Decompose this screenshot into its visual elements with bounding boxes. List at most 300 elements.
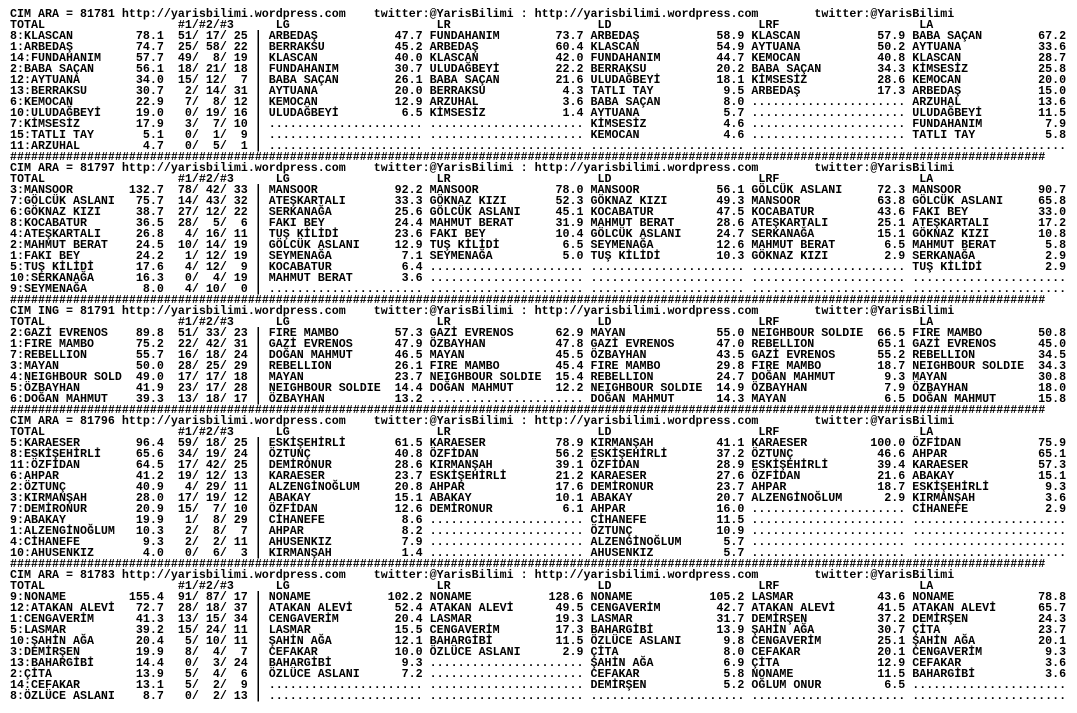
slash: / xyxy=(219,183,227,197)
lrf-empty: ...................... xyxy=(751,106,906,120)
pick-1: 16 xyxy=(177,348,192,362)
horse-name: 6:AHPAR xyxy=(10,469,59,483)
slash: / xyxy=(219,62,227,76)
slash: / xyxy=(191,513,199,527)
lrf-value: 57.9 xyxy=(877,29,906,43)
ld-name: ALZENGİNOĞLUM xyxy=(590,535,682,549)
pick-1: 0 xyxy=(184,106,192,120)
lrf-value: 28.6 xyxy=(877,73,906,87)
pick-1: 17 xyxy=(177,491,192,505)
lg-name: BAHARGİBİ xyxy=(268,656,332,670)
pick-1: 25 xyxy=(177,40,192,54)
pick-2: 33 xyxy=(205,326,220,340)
lg-value: 25.6 xyxy=(394,205,423,219)
pick-3: 11 xyxy=(233,623,248,637)
total-score: 39.3 xyxy=(135,392,164,406)
lrf-empty: ...................... xyxy=(751,535,906,549)
twitter-handle: twitter:@YarisBilimi xyxy=(814,161,955,175)
ld-name: ÖZFİDAN xyxy=(590,458,640,472)
twitter-handle: twitter:@YarisBilimi xyxy=(373,7,514,21)
lr-value: 78.0 xyxy=(555,183,584,197)
pick-3: 32 xyxy=(233,194,248,208)
total-score: 41.2 xyxy=(135,469,164,483)
ld-value: 18.1 xyxy=(716,73,745,87)
slash: / xyxy=(219,238,227,252)
lrf-name: FIRE MAMBO xyxy=(751,359,822,373)
column-separator: | xyxy=(247,513,269,527)
lg-value: 33.3 xyxy=(394,194,423,208)
column-separator: | xyxy=(247,84,269,98)
pick-3: 7 xyxy=(240,524,248,538)
ld-empty: ...................... xyxy=(590,260,745,274)
column-separator: | xyxy=(247,62,269,76)
slash: / xyxy=(219,348,227,362)
lrf-value: 46.6 xyxy=(877,447,906,461)
lr-name: ATAKAN ALEVİ xyxy=(429,601,514,615)
total-score: 19.0 xyxy=(135,106,164,120)
pick-2: 15 xyxy=(205,612,220,626)
lg-name: ATAKAN ALEVİ xyxy=(268,601,353,615)
total-score: 64.5 xyxy=(135,458,164,472)
la-value: 90.7 xyxy=(1038,183,1067,197)
column-separator: | xyxy=(247,359,269,373)
column-separator: | xyxy=(247,29,269,43)
column-separator: | xyxy=(247,106,269,120)
ld-value: 5.2 xyxy=(723,678,745,692)
la-name: ÇİTA xyxy=(912,623,941,637)
ld-name: MAHMUT BERAT xyxy=(590,216,675,230)
lg-name: ÖZTUNÇ xyxy=(268,447,311,461)
pick-2: 4 xyxy=(212,667,220,681)
lrf-value: 2.9 xyxy=(884,491,906,505)
slash: / xyxy=(191,73,199,87)
total-score: 34.0 xyxy=(135,73,164,87)
lg-value: 3.6 xyxy=(401,271,423,285)
ld-name: ÖZLÜCE ASLANI xyxy=(590,634,682,648)
ld-name: NEIGHBOUR SOLDIE xyxy=(590,381,703,395)
lg-value: 20.4 xyxy=(394,612,423,626)
horse-name: 1:CENGAVERİM xyxy=(10,612,94,626)
table-row xyxy=(10,691,1077,702)
lg-name: KOCABATUR xyxy=(268,260,332,274)
pick-2: 10 xyxy=(205,634,220,648)
pick-3: 7 xyxy=(240,645,248,659)
pick-2: 5 xyxy=(212,139,220,153)
column-separator: | xyxy=(247,392,269,406)
la-name: GÖLCÜK ASLANI xyxy=(912,194,1004,208)
la-value: 25.8 xyxy=(1038,62,1067,76)
column-separator: | xyxy=(247,238,269,252)
ld-value: 43.5 xyxy=(716,348,745,362)
lr-value: 6.1 xyxy=(562,502,584,516)
lr-empty: ...................... xyxy=(429,117,584,131)
horse-name: 12:AYTUANA xyxy=(10,73,80,87)
la-value: 7.9 xyxy=(1045,117,1067,131)
lg-name: CİHANEFE xyxy=(268,513,325,527)
total-score: 8.0 xyxy=(142,282,164,296)
lrf-name: SERKANAĞA xyxy=(751,227,815,241)
la-name: KIRMANŞAH xyxy=(912,491,976,505)
race-title: CIM ARA = 81796 xyxy=(10,414,115,428)
pick-3: 6 xyxy=(240,216,248,230)
pick-1: 17 xyxy=(177,370,192,384)
pick-1: 14 xyxy=(177,194,192,208)
lg-value: 15.1 xyxy=(394,491,423,505)
la-name: CİHANEFE xyxy=(912,502,969,516)
lg-name: REBELLION xyxy=(268,359,332,373)
lg-name: GÖLCÜK ASLANI xyxy=(268,238,360,252)
lg-name: ÖZBAYHAN xyxy=(268,392,325,406)
slash: / xyxy=(191,260,199,274)
lr-name: DEMİRONUR xyxy=(429,502,493,516)
la-name: NONAME xyxy=(912,590,955,604)
ld-value: 4.6 xyxy=(723,117,745,131)
total-score: 38.7 xyxy=(135,205,164,219)
header-separator: : xyxy=(513,161,535,175)
total-score: 30.7 xyxy=(135,84,164,98)
la-value: 20.0 xyxy=(1038,73,1067,87)
lrf-value: 66.5 xyxy=(877,326,906,340)
pick-3: 12 xyxy=(233,95,248,109)
pick-2: 87 xyxy=(205,590,220,604)
lr-value: 21.2 xyxy=(555,469,584,483)
pick-1: 5 xyxy=(184,634,192,648)
ld-value: 5.8 xyxy=(723,667,745,681)
twitter-handle: twitter:@YarisBilimi xyxy=(814,7,955,21)
horse-name: 10:ULUDAĞBEYİ xyxy=(10,106,101,120)
pick-3: 19 xyxy=(233,271,248,285)
la-value: 75.9 xyxy=(1038,436,1067,450)
lg-value: 14.4 xyxy=(394,381,423,395)
lg-name: NEIGHBOUR SOLDIE xyxy=(268,381,381,395)
la-value: 15.1 xyxy=(1038,469,1067,483)
la-empty: ...................... xyxy=(912,678,1067,692)
pick-1: 49 xyxy=(177,51,192,65)
lrf-name: NONAME xyxy=(751,667,794,681)
lg-name: TUŞ KİLİDİ xyxy=(268,227,339,241)
pick-3: 19 xyxy=(233,238,248,252)
lr-name: BABA SAÇAN xyxy=(429,73,500,87)
lrf-empty: ...................... xyxy=(751,513,906,527)
pick-3: 10 xyxy=(233,117,248,131)
lr-value: 45.4 xyxy=(555,359,584,373)
pick-2: 42 xyxy=(205,337,220,351)
lr-value: 42.0 xyxy=(555,51,584,65)
ld-empty: ...................... xyxy=(590,271,745,285)
lr-value: 78.9 xyxy=(555,436,584,450)
lr-empty: ...................... xyxy=(429,282,584,296)
lr-name: AHPAR xyxy=(429,480,465,494)
lg-value: 7.9 xyxy=(401,535,423,549)
la-empty: ...................... xyxy=(912,689,1067,703)
ld-value: 105.2 xyxy=(709,590,745,604)
column-separator: | xyxy=(247,469,269,483)
total-score: 39.2 xyxy=(135,623,164,637)
lg-value: 61.5 xyxy=(394,436,423,450)
ld-value: 12.6 xyxy=(716,238,745,252)
section-label-lg: LG xyxy=(275,172,290,186)
la-name: ARZUHAL xyxy=(912,95,962,109)
section-label-lg: LG xyxy=(275,18,290,32)
slash: / xyxy=(191,480,199,494)
lr-value: 17.3 xyxy=(555,623,584,637)
pick-2: 14 xyxy=(205,84,220,98)
la-name: ESKİŞEHİRLİ xyxy=(912,480,990,494)
pick-3: 24 xyxy=(233,447,248,461)
pick-3: 9 xyxy=(240,128,248,142)
pick-2: 58 xyxy=(205,40,220,54)
pick-1: 0 xyxy=(184,128,192,142)
horse-name: 6:DOĞAN MAHMUT xyxy=(10,392,108,406)
ld-value: 28.6 xyxy=(716,216,745,230)
slash: / xyxy=(219,216,227,230)
total-score: 96.4 xyxy=(135,436,164,450)
pick-1: 78 xyxy=(177,183,192,197)
total-score: 89.8 xyxy=(135,326,164,340)
pick-1: 8 xyxy=(184,645,192,659)
pick-3: 31 xyxy=(233,84,248,98)
lr-name: ÖZBAYHAN xyxy=(429,337,486,351)
column-separator: | xyxy=(247,249,269,263)
pick-3: 19 xyxy=(233,249,248,263)
lrf-value: 18.7 xyxy=(877,480,906,494)
la-name: NEIGHBOUR SOLDIE xyxy=(912,359,1025,373)
lrf-name: MAHMUT BERAT xyxy=(751,238,836,252)
la-name: TATLI TAY xyxy=(912,128,976,142)
ld-name: DOĞAN MAHMUT xyxy=(590,392,675,406)
lr-name: KIRMANŞAH xyxy=(429,458,493,472)
site-url: http://yarisbilimi.wordpress.com xyxy=(534,161,759,175)
ld-value: 56.1 xyxy=(716,183,745,197)
column-separator: | xyxy=(247,128,269,142)
la-value: 65.1 xyxy=(1038,447,1067,461)
column-separator: | xyxy=(247,436,269,450)
pick-3: 24 xyxy=(233,656,248,670)
la-value: 78.8 xyxy=(1038,590,1067,604)
ld-value: 11.5 xyxy=(716,513,745,527)
pick-2: 17 xyxy=(205,29,220,43)
ld-value: 24.7 xyxy=(716,227,745,241)
lrf-name: KİMSESİZ xyxy=(751,73,808,87)
total-score: 4.7 xyxy=(142,139,164,153)
ld-value: 9.8 xyxy=(723,634,745,648)
slash: / xyxy=(191,84,199,98)
slash: / xyxy=(219,359,227,373)
lrf-empty: ...................... xyxy=(751,128,906,142)
section-label-lr: LR xyxy=(436,315,451,329)
lr-empty: ...................... xyxy=(429,689,584,703)
pick-1: 15 xyxy=(177,502,192,516)
total-score: 17.6 xyxy=(135,260,164,274)
lrf-value: 30.7 xyxy=(877,623,906,637)
column-separator: | xyxy=(247,601,269,615)
slash: / xyxy=(219,326,227,340)
ld-name: KLASCAN xyxy=(590,40,640,54)
slash: / xyxy=(191,271,199,285)
la-empty: ...................... xyxy=(912,546,1067,560)
column-separator: | xyxy=(247,612,269,626)
lg-name: AHPAR xyxy=(268,524,304,538)
pick-2: 12 xyxy=(205,469,220,483)
ld-value: 47.0 xyxy=(716,337,745,351)
slash: / xyxy=(191,524,199,538)
pick-2: 6 xyxy=(212,546,220,560)
la-value: 2.9 xyxy=(1045,260,1067,274)
slash: / xyxy=(219,447,227,461)
horse-name: 10:ŞAHİN AĞA xyxy=(10,634,94,648)
la-name: AHPAR xyxy=(912,447,948,461)
lg-name: NONAME xyxy=(268,590,311,604)
lrf-name: KLASCAN xyxy=(751,29,801,43)
la-value: 2.9 xyxy=(1045,502,1067,516)
pick-2: 1 xyxy=(212,128,220,142)
slash: / xyxy=(219,678,227,692)
slash: / xyxy=(219,51,227,65)
lg-name: MAHMUT BERAT xyxy=(268,271,353,285)
lg-name: SERKANAĞA xyxy=(268,205,332,219)
ld-value: 14.9 xyxy=(716,381,745,395)
total-score: 78.1 xyxy=(135,29,164,43)
pick-1: 4 xyxy=(184,260,192,274)
lr-name: ESKİŞEHİRLİ xyxy=(429,469,507,483)
la-name: FIRE MAMBO xyxy=(912,326,983,340)
pick-2: 29 xyxy=(205,480,220,494)
column-separator: | xyxy=(247,645,269,659)
site-url: http://yarisbilimi.wordpress.com xyxy=(121,568,346,582)
lg-value: 15.5 xyxy=(394,623,423,637)
lrf-empty: ...................... xyxy=(751,271,906,285)
slash: / xyxy=(219,436,227,450)
lrf-name: KEMOCAN xyxy=(751,51,801,65)
lg-value: 6.4 xyxy=(401,260,423,274)
lg-name: KIRMANŞAH xyxy=(268,546,332,560)
horse-name: 9:SEYMENAĞA xyxy=(10,282,87,296)
pick-1: 0 xyxy=(184,656,192,670)
ld-value: 29.8 xyxy=(716,359,745,373)
lg-value: 12.9 xyxy=(394,238,423,252)
la-empty: ...................... xyxy=(912,513,1067,527)
ld-value: 47.5 xyxy=(716,205,745,219)
section-label-la: LA xyxy=(919,172,934,186)
lg-name: KEMOCAN xyxy=(268,95,318,109)
pick-3: 31 xyxy=(233,337,248,351)
lr-empty: ...................... xyxy=(429,667,584,681)
ld-name: ESKİŞEHİRLİ xyxy=(590,447,668,461)
total-score: 4.0 xyxy=(142,546,164,560)
la-value: 9.3 xyxy=(1045,480,1067,494)
horse-name: 5:LASMAR xyxy=(10,623,66,637)
ld-value: 41.1 xyxy=(716,436,745,450)
pick-2: 4 xyxy=(212,645,220,659)
lg-value: 57.3 xyxy=(394,326,423,340)
slash: / xyxy=(191,337,199,351)
horse-name: 15:TATLI TAY xyxy=(10,128,94,142)
lrf-value: 9.3 xyxy=(884,370,906,384)
pick-2: 17 xyxy=(205,381,220,395)
ld-name: KIRMANŞAH xyxy=(590,436,654,450)
horse-name: 10:SERKANAĞA xyxy=(10,271,94,285)
slash: / xyxy=(219,469,227,483)
slash: / xyxy=(219,513,227,527)
lrf-name: DEMİRŞEN xyxy=(751,612,808,626)
horse-name: 3:KIRMANŞAH xyxy=(10,491,87,505)
ld-value: 54.9 xyxy=(716,40,745,54)
lr-name: FUNDAHANIM xyxy=(429,29,500,43)
pick-3: 25 xyxy=(233,436,248,450)
lg-value: 20.8 xyxy=(394,480,423,494)
lg-value: 8.2 xyxy=(401,524,423,538)
lg-value: 45.2 xyxy=(394,40,423,54)
horse-name: 1:FAKI BEY xyxy=(10,249,80,263)
pick-3: 11 xyxy=(233,535,248,549)
lr-name: TUŞ KİLİDİ xyxy=(429,238,500,252)
total-score: 55.7 xyxy=(135,348,164,362)
horse-name: 11:ARZUHAL xyxy=(10,139,80,153)
site-url: http://yarisbilimi.wordpress.com xyxy=(121,161,346,175)
hash-rule: #################################################################################################################################################### xyxy=(10,150,1046,164)
lr-empty: ...................... xyxy=(429,271,584,285)
la-name: GÖKNAZ KIZI xyxy=(912,227,990,241)
lg-value: 102.2 xyxy=(387,590,423,604)
slash: / xyxy=(219,535,227,549)
ld-name: CİHANEFE xyxy=(590,513,647,527)
slash: / xyxy=(219,194,227,208)
horse-name: 13:BAHARGİBİ xyxy=(10,656,94,670)
total-score: 20.9 xyxy=(135,502,164,516)
pick-2: 5 xyxy=(212,216,220,230)
ld-value: 5.7 xyxy=(723,535,745,549)
ld-name: FUNDAHANIM xyxy=(590,51,661,65)
section-label-lr: LR xyxy=(436,172,451,186)
pick-2: 8 xyxy=(212,513,220,527)
lg-name: MANSOOR xyxy=(268,183,318,197)
slash: / xyxy=(219,645,227,659)
la-value: 33.6 xyxy=(1038,40,1067,54)
la-name: REBELLION xyxy=(912,348,976,362)
ld-name: GAZİ EVRENOS xyxy=(590,337,675,351)
horse-name: 6:GÖKNAZ KIZI xyxy=(10,205,101,219)
pick-2: 2 xyxy=(212,535,220,549)
horse-name: 2:GAZİ EVRENOS xyxy=(10,326,108,340)
twitter-handle: twitter:@YarisBilimi xyxy=(814,568,955,582)
total-score: 41.3 xyxy=(135,612,164,626)
lg-name: ULUDAĞBEYİ xyxy=(268,106,339,120)
total-score: 8.7 xyxy=(142,689,164,703)
lrf-empty: ...................... xyxy=(751,139,906,153)
la-name: BAHARGİBİ xyxy=(912,667,976,681)
total-score: 155.4 xyxy=(128,590,164,604)
pick-3: 11 xyxy=(233,227,248,241)
la-name: ATEŞKARTALI xyxy=(912,216,990,230)
pick-3: 34 xyxy=(233,612,248,626)
lg-value: 92.2 xyxy=(394,183,423,197)
slash: / xyxy=(191,205,199,219)
lr-name: BAHARGİBİ xyxy=(429,634,493,648)
pick-1: 51 xyxy=(177,29,192,43)
pick-1: 17 xyxy=(177,458,192,472)
pick-3: 17 xyxy=(233,392,248,406)
lr-value: 22.2 xyxy=(555,62,584,76)
la-value: 67.2 xyxy=(1038,29,1067,43)
column-separator: | xyxy=(247,458,269,472)
lg-name: ARBEDAŞ xyxy=(268,29,318,43)
la-name: AYTUANA xyxy=(912,40,962,54)
lr-value: 62.9 xyxy=(555,326,584,340)
la-value: 50.8 xyxy=(1038,326,1067,340)
total-score: 49.0 xyxy=(135,370,164,384)
column-separator: | xyxy=(247,139,269,153)
ld-value: 5.7 xyxy=(723,546,745,560)
